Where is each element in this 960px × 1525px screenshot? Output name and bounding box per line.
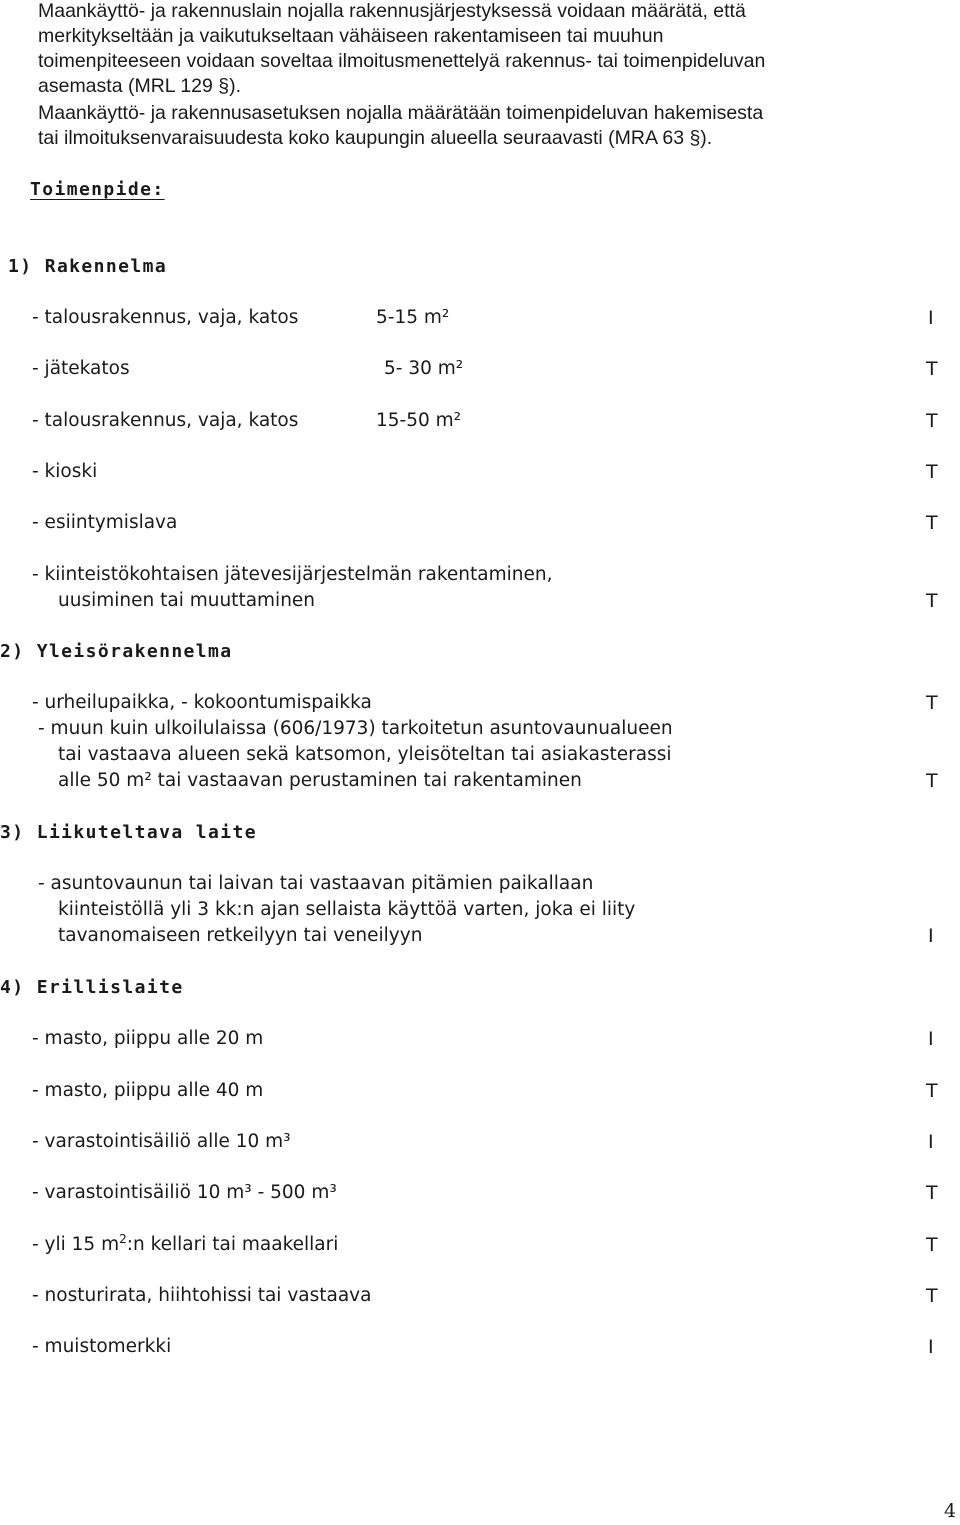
list-item-text: - varastointisäiliö 10 m³ - 500 m³: [32, 1182, 337, 1203]
list-item-text: [32, 1234, 338, 1255]
list-item-text: - masto, piippu alle 20 m: [32, 1028, 264, 1049]
list-item-code: I: [928, 1336, 934, 1358]
section-title-yleisorakennelma: 2) Yleisörakennelma: [0, 641, 233, 662]
list-item-code: T: [926, 358, 938, 380]
intro-line: tai ilmoituksenvaraisuudesta koko kaupungin alueella seuraavasti (MRA 63 §).: [38, 127, 713, 149]
list-item-text: - urheilupaikka, - kokoontumispaikka: [32, 692, 372, 713]
intro-line: merkitykseltään ja vaikutukseltaan vähäiseen rakentamiseen tai muuhun: [38, 25, 664, 47]
list-item-text: - kiinteistökohtaisen jätevesijärjestelmän rakentaminen,: [32, 564, 553, 585]
list-item-size: 15-50 m²: [376, 410, 462, 431]
superscript: 2: [119, 1232, 127, 1246]
list-item-code: T: [926, 461, 938, 483]
list-item-text: - nosturirata, hiihtohissi tai vastaava: [32, 1285, 372, 1306]
list-item-code: T: [926, 1080, 938, 1102]
list-item-text: - varastointisäiliö alle 10 m³: [32, 1131, 291, 1152]
list-item-text: tai vastaava alueen sekä katsomon, yleisöteltan tai asiakasterassi: [58, 744, 672, 765]
section-title-liikuteltava-laite: 3) Liikuteltava laite: [0, 822, 257, 843]
list-item-text: - talousrakennus, vaja, katos: [32, 410, 299, 431]
list-item-code: T: [926, 1234, 938, 1256]
list-item-text: - kioski: [32, 461, 98, 482]
list-item-code: I: [928, 925, 934, 947]
list-item-text: - asuntovaunun tai laivan tai vastaavan pitämien paikallaan: [38, 873, 594, 894]
intro-line: toimenpiteeseen voidaan soveltaa ilmoitusmenettelyä rakennus- tai toimenpideluvan: [38, 50, 766, 72]
list-item-code: I: [928, 1131, 934, 1153]
list-item-text: uusiminen tai muuttaminen: [58, 590, 316, 611]
list-item-text: - esiintymislava: [32, 512, 178, 533]
list-item-text: - jätekatos: [32, 358, 130, 379]
list-item-text: - muun kuin ulkoilulaissa (606/1973) tarkoitetun asuntovaunualueen: [38, 718, 673, 739]
list-item-code: I: [928, 1028, 934, 1050]
list-item-code: T: [926, 1285, 938, 1307]
list-item-text: - masto, piippu alle 40 m: [32, 1080, 264, 1101]
list-item-size: 5- 30 m²: [384, 358, 464, 379]
list-item-size: 5-15 m²: [376, 307, 450, 328]
list-item-code: T: [926, 770, 938, 792]
list-item-code: T: [926, 512, 938, 534]
intro-line: Maankäyttö- ja rakennusasetuksen nojalla määrätään toimenpideluvan hakemisesta: [38, 102, 764, 124]
section-title-rakennelma: 1) Rakennelma: [8, 256, 168, 277]
section-heading: Toimenpide:: [30, 179, 165, 200]
list-item-code: T: [926, 692, 938, 714]
list-item-text: alle 50 m² tai vastaavan perustaminen tai rakentaminen: [58, 770, 582, 791]
intro-line: Maankäyttö- ja rakennuslain nojalla rakennusjärjestyksessä voidaan määrätä, että: [38, 0, 746, 22]
list-item-code: T: [926, 590, 938, 612]
list-item-code: I: [928, 307, 934, 329]
page-number: 4: [944, 1500, 957, 1522]
list-item-text: - muistomerkki: [32, 1336, 172, 1357]
section-title-erillislaite: 4) Erillislaite: [0, 977, 184, 998]
text-part: :n kellari tai maakellari: [126, 1234, 339, 1255]
list-item-text: kiinteistöllä yli 3 kk:n ajan sellaista käyttöä varten, joka ei liity: [58, 899, 636, 920]
list-item-text: - talousrakennus, vaja, katos: [32, 307, 299, 328]
intro-line: asemasta (MRL 129 §).: [38, 75, 242, 97]
text-part: - yli 15 m: [32, 1234, 120, 1255]
list-item-code: T: [926, 1182, 938, 1204]
list-item-code: T: [926, 410, 938, 432]
list-item-text: tavanomaiseen retkeilyyn tai veneilyyn: [58, 925, 423, 946]
